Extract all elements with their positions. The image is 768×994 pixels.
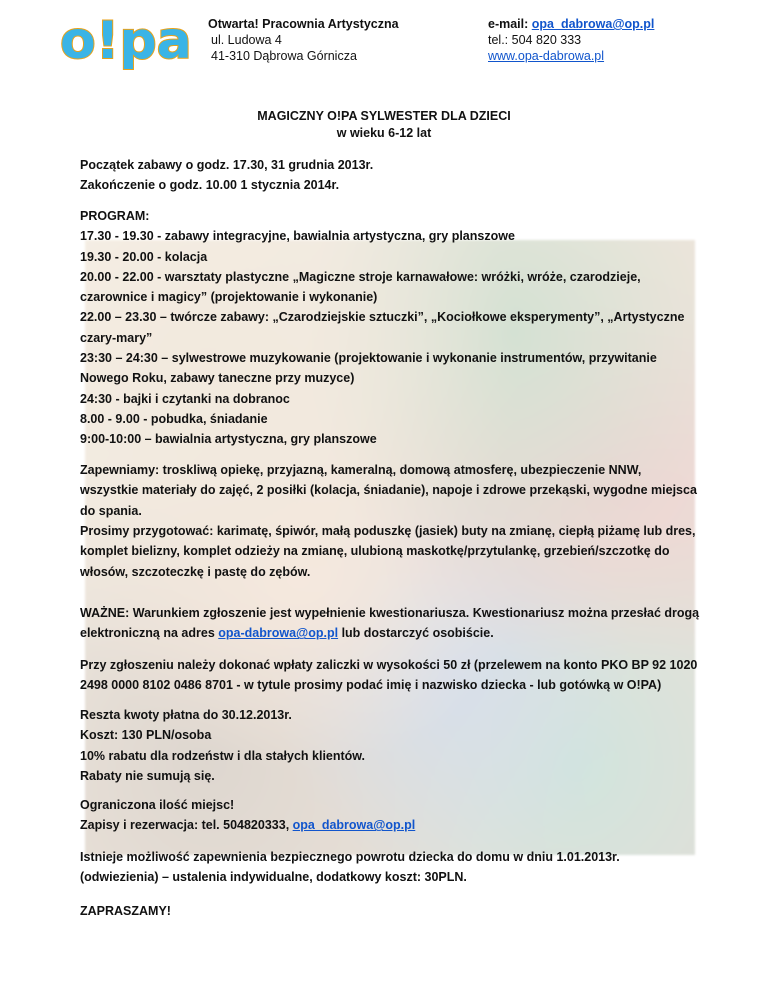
- transport-line: (odwiezienia) – ustalenia indywidualne, dodatkowy koszt: 30PLN.: [80, 870, 467, 885]
- program-item: Nowego Roku, zabawy taneczne przy muzyce): [80, 371, 355, 386]
- document-subtitle: w wieku 6-12 lat: [336, 126, 432, 140]
- price-line: Koszt: 130 PLN/osoba: [80, 728, 212, 743]
- guarantee-line: Zapewniamy: troskliwą opiekę, przyjazną, kameralną, domową atmosferę, ubezpieczenie NNW,: [80, 463, 642, 477]
- street-address: ul. Ludowa 4: [211, 33, 282, 47]
- reservation-email-link[interactable]: opa_dabrowa@op.pl: [292, 818, 416, 833]
- price-line: 10% rabatu dla rodzeństw i dla stałych klientów.: [80, 748, 366, 763]
- payment-section: [80, 655, 698, 696]
- program-item: czary-mary”: [80, 330, 153, 345]
- limited-places: Ograniczona ilość miejsc!: [80, 798, 235, 812]
- website-line: [488, 48, 654, 64]
- registration-email-link[interactable]: opa-dabrowa@op.pl: [218, 626, 339, 641]
- website-link[interactable]: www.opa-dabrowa.pl: [488, 49, 605, 63]
- price-section: [80, 705, 695, 786]
- transport-line: Istnieje możliwość zapewnienia bezpiecznego powrotu dziecka do domu w dniu 1.01.2013r.: [80, 850, 620, 864]
- opa-logo: [58, 8, 198, 70]
- reservation-text: Zapisy i rezerwacja: tel. 504820333,: [80, 818, 293, 833]
- price-line: Reszta kwoty płatna do 30.12.2013r.: [80, 708, 292, 722]
- phone-line: tel.: 504 820 333: [488, 33, 582, 47]
- city-address: 41-310 Dąbrowa Górnicza: [211, 49, 357, 63]
- start-time: Początek zabawy o godz. 17.30, 31 grudnia 2013r.: [80, 158, 374, 172]
- important-text: lub dostarczyć osobiście.: [338, 626, 494, 641]
- important-text: elektroniczną na adres: [80, 626, 219, 641]
- program-section: [80, 206, 695, 450]
- program-item: czarownice i magicy” (projektowanie i wykonanie): [80, 290, 378, 305]
- price-line: Rabaty nie sumują się.: [80, 768, 215, 783]
- program-item: 24:30 - bajki i czytanki na dobranoc: [80, 391, 290, 406]
- payment-line: 2498 0000 8102 0486 8701 - w tytule prosimy podać imię i nazwisko dziecka - lub gotówką w O!PA): [80, 678, 662, 693]
- bring-line: włosów, szczoteczkę i pastę do zębów.: [80, 564, 311, 579]
- transport-section: [80, 847, 695, 888]
- bring-section: [80, 521, 695, 582]
- program-item: 19.30 - 20.00 - kolacja: [80, 249, 208, 264]
- program-item: 22.00 – 23.30 – twórcze zabawy: „Czarodziejskie sztuczki”, „Kociołkowe eksperymenty”, „Artystyczne: [80, 310, 685, 325]
- guarantee-section: [80, 460, 695, 521]
- logo-text: o!pa: [60, 11, 192, 70]
- program-item: 9:00-10:00 – bawialnia artystyczna, gry planszowe: [80, 432, 377, 447]
- program-item: 23:30 – 24:30 – sylwestrowe muzykowanie (projektowanie i wykonanie instrumentów, przywitanie: [80, 351, 657, 366]
- header-address: [208, 16, 399, 64]
- guarantee-line: do spania.: [80, 503, 142, 518]
- closing-text: ZAPRASZAMY!: [80, 904, 171, 918]
- header-contact: [488, 16, 654, 64]
- program-item: 8.00 - 9.00 - pobudka, śniadanie: [80, 411, 268, 426]
- program-heading: PROGRAM:: [80, 209, 150, 223]
- studio-name: Otwarta! Pracownia Artystyczna: [208, 17, 399, 31]
- bring-line: Prosimy przygotować: karimatę, śpiwór, małą poduszkę (jasiek) buty na zmianę, ciepłą piżamę lub dres,: [80, 524, 696, 538]
- bring-line: komplet bielizny, komplet odzieży na zmianę, ulubioną maskotkę/przytulankę, grzebień/szczotkę do: [80, 544, 670, 559]
- email-link[interactable]: opa_dabrowa@op.pl: [531, 17, 655, 31]
- important-line: [80, 623, 695, 643]
- program-item: 20.00 - 22.00 - warsztaty plastyczne „Magiczne stroje karnawałowe: wróżki, wróże, czarodzieje,: [80, 269, 641, 284]
- email-label: e-mail:: [488, 17, 532, 31]
- important-section: [80, 603, 700, 644]
- guarantee-line: wszystkie materiały do zajęć, 2 posiłki (kolacja, śniadanie), napoje i zdrowe przekąski, wygodne miejsca: [80, 483, 697, 498]
- end-time: Zakończenie o godz. 10.00 1 stycznia 2014r.: [80, 178, 340, 193]
- contact-section: [80, 795, 695, 836]
- reservation-line: [80, 815, 695, 835]
- program-item: 17.30 - 19.30 - zabawy integracyjne, bawialnia artystyczna, gry planszowe: [80, 229, 515, 244]
- payment-line: Przy zgłoszeniu należy dokonać wpłaty zaliczki w wysokości 50 zł (przelewem na konto PKO BP 92 1020: [80, 658, 698, 672]
- document-title: MAGICZNY O!PA SYLWESTER DLA DZIECI: [257, 109, 511, 123]
- email-line: [488, 16, 654, 32]
- start-section: [80, 155, 695, 196]
- important-line: WAŻNE: Warunkiem zgłoszenie jest wypełnienie kwestionariusza. Kwestionariusz można przesłać drogą: [80, 606, 700, 620]
